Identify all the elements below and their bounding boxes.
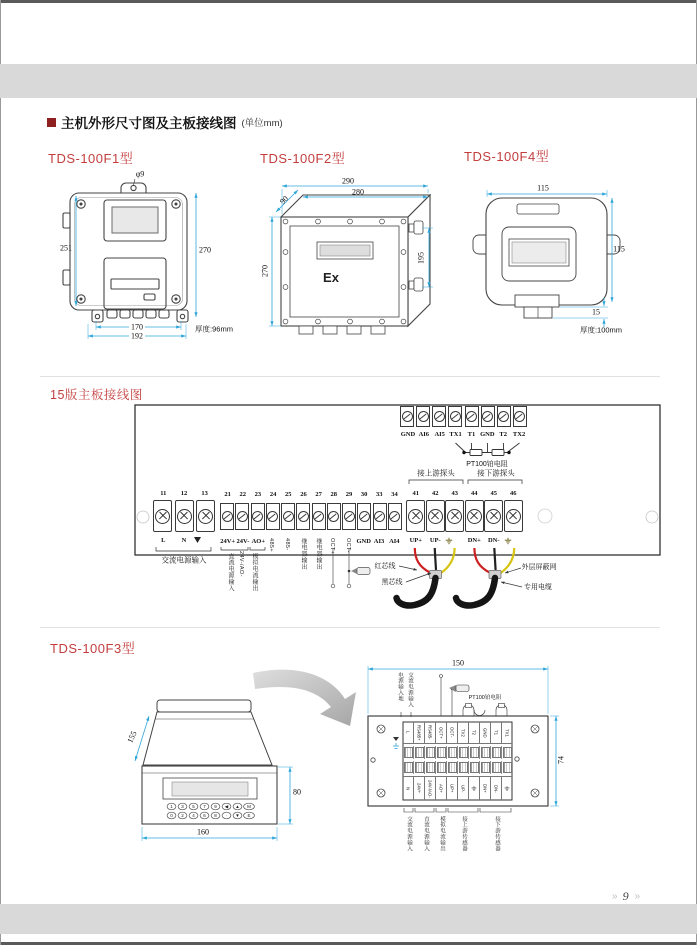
- f1-outline: [63, 179, 188, 322]
- f3-title: TDS-100F3型: [50, 641, 136, 656]
- terminal: [497, 406, 511, 427]
- probe-terminal-labels: UP+ UP- DN+ DN-: [406, 537, 523, 545]
- f3-dim-74: 74: [556, 756, 566, 764]
- f3-bottom-terminal-labels: N 24V+ 24V-/AO- AO+ UP+ UP- DN+ DN-: [403, 776, 512, 800]
- earth-ground-icon: [504, 537, 524, 545]
- f4-thickness: 厚度:100mm: [579, 325, 623, 335]
- f3-ac-annotation: 交流电源输入: [407, 672, 413, 708]
- terminal: [327, 503, 341, 530]
- probe-terminal-numbers: 41 42 43 44 45 46: [412, 490, 517, 497]
- svg-text:◀: ◀: [224, 804, 229, 810]
- f3-front-outline: [142, 700, 277, 824]
- f4-outline: [473, 198, 620, 318]
- probe-wires: [397, 548, 523, 606]
- f3-caption-ac: 交流电源输入: [406, 816, 412, 852]
- svg-text:9: 9: [214, 804, 217, 810]
- f1-dim-width-outer: 192: [131, 331, 143, 341]
- terminal: [342, 503, 356, 530]
- terminal: [175, 500, 194, 532]
- svg-text:M: M: [247, 804, 251, 810]
- f2-dim-height-right: 195: [416, 252, 426, 264]
- mid-terminal-numbers: 21 22 23 24 25 26 27 28 29 30 33 34: [224, 491, 398, 498]
- f2-title: TDS-100F2型: [260, 151, 346, 166]
- terminal: [312, 503, 326, 530]
- terminal: [513, 406, 527, 427]
- transition-arrow: [253, 670, 356, 726]
- f3-dim-80: 80: [293, 787, 301, 797]
- mid-terminal-strip: [220, 503, 402, 530]
- earth-ground-icon: [445, 537, 465, 545]
- svg-text:·: ·: [225, 813, 228, 819]
- analog-out-caption: 模拟电流输出: [251, 553, 257, 592]
- terminal: [153, 500, 172, 532]
- f2-dim-height-left: 270: [260, 265, 270, 277]
- svg-text:6: 6: [203, 813, 206, 819]
- terminal: [445, 500, 464, 532]
- board-top-terminal-strip: [400, 406, 527, 427]
- terminal: [465, 406, 479, 427]
- board-top-terminal-labels: GND AI6 AI5 TX1 T1 GND T2 TX2: [400, 431, 526, 438]
- chevron-right-icon: »: [612, 891, 617, 902]
- f3-top-terminal-labels: L RS485+ RS485- OCT+ OCT- TX2 T2 GND T1 TX1: [403, 722, 512, 744]
- board-outline: [135, 405, 660, 555]
- ac-terminal-numbers: 11 12 13: [160, 490, 208, 497]
- probe-terminal-strip: [406, 500, 523, 532]
- f3-caption-dc: 直流电源输入: [423, 816, 429, 852]
- dc-terminal-labels: 24V+ 24V- AO+: [220, 538, 266, 545]
- terminal: [481, 406, 495, 427]
- svg-text:▼: ▼: [235, 813, 240, 819]
- terminal: [296, 503, 310, 530]
- downstream-probe-label: 接下游探头: [477, 468, 515, 478]
- terminal: [504, 500, 523, 532]
- f4-title: TDS-100F4型: [464, 149, 550, 164]
- octm-caption: OCT-: [345, 538, 351, 553]
- svg-text:3: 3: [181, 804, 184, 810]
- terminal: [357, 503, 371, 530]
- f2-ex-marking: Ex: [323, 270, 339, 285]
- f3-contact-row-2: [403, 761, 512, 774]
- f3-gnd-annotation: 电源输入地: [397, 672, 403, 702]
- terminal: [465, 500, 484, 532]
- f2-dim-depth: 90: [277, 193, 291, 207]
- shield-mesh-label: 外层屏蔽网: [521, 564, 557, 571]
- terminal: [266, 503, 280, 530]
- terminal: [251, 503, 265, 530]
- f3-caption-downstream: 接下游传感器: [494, 816, 500, 852]
- terminal: [220, 503, 234, 530]
- svg-text:2: 2: [181, 813, 184, 819]
- svg-text:▲: ▲: [235, 804, 240, 810]
- f3-back-brackets: [404, 808, 511, 812]
- terminal: [388, 503, 402, 530]
- f3-dim-155: 155: [125, 729, 139, 745]
- f3-caption-ao: 模拟电流输出: [439, 816, 445, 852]
- red-core-wire-label: 红芯线: [374, 563, 396, 570]
- chevron-right-icon: »: [634, 891, 640, 902]
- earth-ground-icon: [501, 777, 512, 800]
- f2-dim-top: 290: [342, 176, 354, 186]
- terminal: [235, 503, 249, 530]
- terminal: [406, 500, 425, 532]
- rs485p-caption: 485+: [268, 538, 274, 552]
- terminal: [432, 406, 446, 427]
- svg-text:E: E: [247, 813, 251, 819]
- f3-dim-160: 160: [197, 827, 209, 837]
- shared-24v-ao-caption: 24V-/AO-: [238, 551, 244, 577]
- terminal: [416, 406, 430, 427]
- page-number-block: [612, 889, 639, 904]
- f1-dim-height-right: 270: [199, 245, 211, 255]
- f1-dim-height-left: 251: [60, 243, 72, 253]
- relay-out-caption-2: 继电器输出: [315, 538, 321, 570]
- f2-dim-inner: 280: [352, 187, 364, 197]
- upstream-probe-label: 接上游探头: [417, 468, 455, 478]
- f4-dim-right: 115: [613, 244, 625, 254]
- f1-dim-width-inner: 170: [131, 322, 143, 332]
- ac-terminal-strip: [153, 500, 215, 532]
- terminal: [196, 500, 215, 532]
- terminal: [400, 406, 414, 427]
- f3-pt100-label: PT100铂电阻: [468, 695, 502, 701]
- terminal: [484, 500, 503, 532]
- board-title: 15版主板接线图: [50, 388, 143, 402]
- chassis-ground-icon: [194, 537, 215, 544]
- special-cable-label: 专用电缆: [524, 584, 552, 591]
- f2-outline: [281, 195, 430, 334]
- section-title: 主机外形尺寸图及主板接线图: [61, 116, 237, 131]
- ac-terminal-labels: L N: [153, 537, 215, 544]
- earth-ground-icon: [468, 777, 479, 800]
- section-unit: (单位mm): [241, 118, 283, 129]
- svg-text:8: 8: [214, 813, 217, 819]
- f1-dim-hole: φ9: [135, 169, 145, 179]
- svg-text:1: 1: [170, 804, 173, 810]
- svg-text:5: 5: [192, 804, 195, 810]
- svg-text:4: 4: [192, 813, 195, 819]
- pt100-label: PT100铂电阻: [466, 461, 508, 468]
- gnd-ai-labels: GND AI3 AI4: [356, 538, 400, 545]
- f3-dim-150: 150: [452, 658, 464, 668]
- octp-caption: OCT+: [329, 538, 335, 555]
- f4-dim-top: 115: [537, 183, 549, 193]
- terminal: [426, 500, 445, 532]
- dc-power-caption: 直流电源输入: [227, 553, 233, 592]
- terminal: [448, 406, 462, 427]
- relay-out-caption-1: 继电器输出: [300, 538, 306, 570]
- page-number: 9: [622, 889, 629, 903]
- f1-title: TDS-100F1型: [48, 151, 134, 166]
- f1-thickness: 厚度:96mm: [195, 324, 233, 334]
- svg-text:0: 0: [170, 813, 173, 819]
- terminal: [281, 503, 295, 530]
- terminal: [373, 503, 387, 530]
- f3-caption-upstream: 接上游传感器: [461, 816, 467, 852]
- f3-contact-row-1: [403, 746, 512, 759]
- ac-power-caption: 交流电源输入: [161, 555, 207, 565]
- black-core-wire-label: 黑芯线: [381, 579, 403, 586]
- f4-dim-bottom: 15: [592, 307, 600, 317]
- rs485m-caption: 485-: [284, 538, 290, 551]
- svg-text:7: 7: [203, 804, 206, 810]
